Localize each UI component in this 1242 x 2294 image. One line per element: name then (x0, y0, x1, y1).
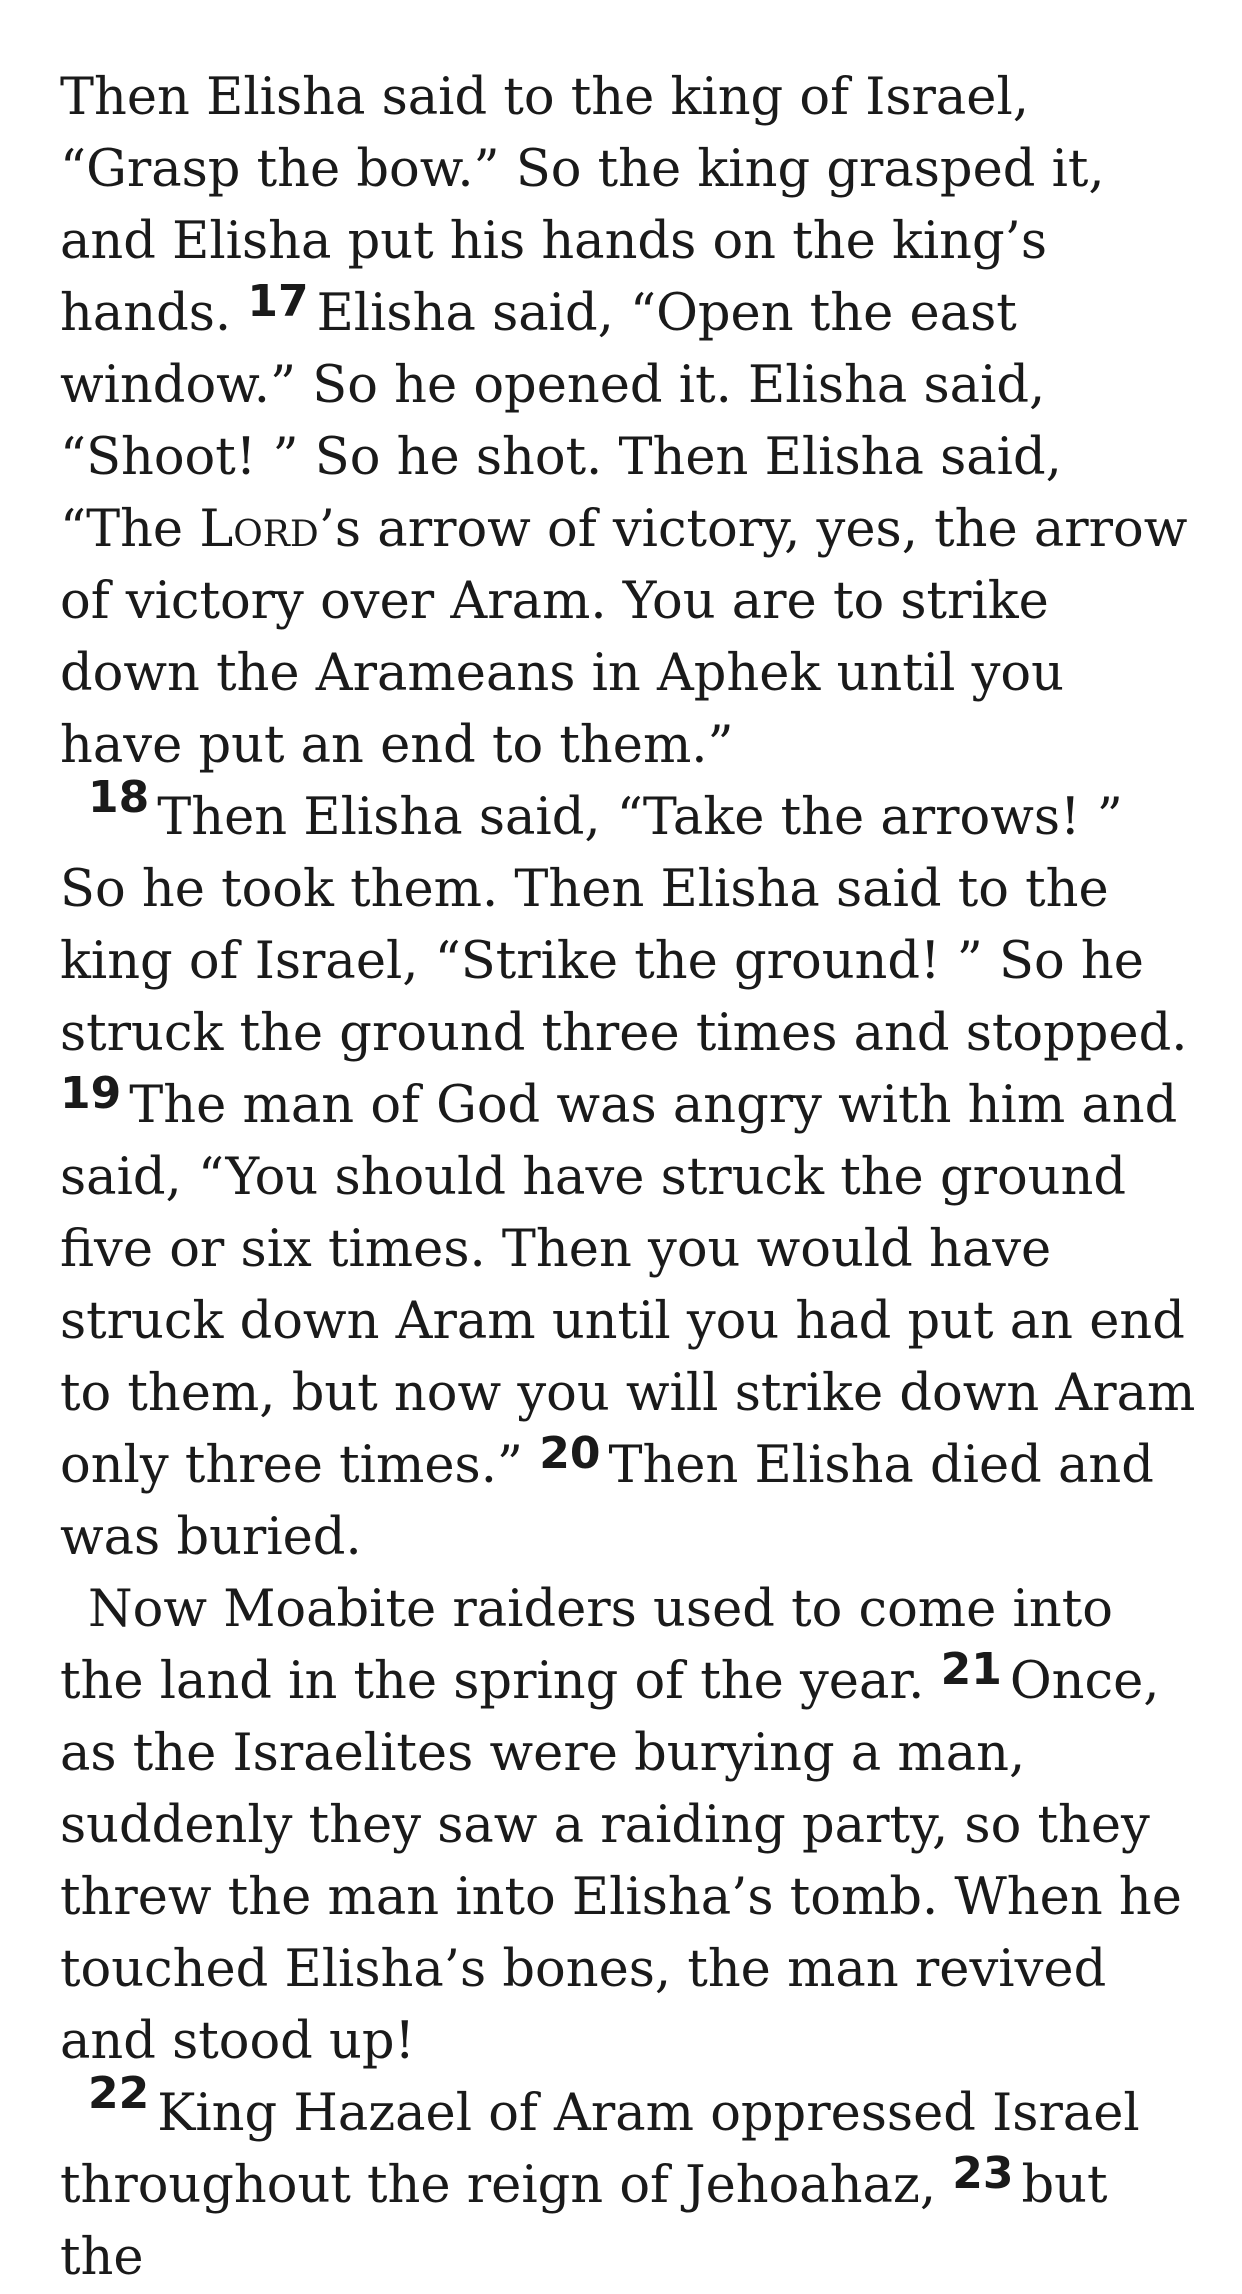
verse-text: ’s arrow of victory, yes, the arrow of victory over Aram. You are to strike down the Arameans in Aphek until you have put an end to them.” (60, 500, 1188, 775)
verse-number-18[interactable]: 18 (88, 772, 150, 823)
verse-number-21[interactable]: 21 (940, 1644, 1002, 1695)
verse-text: King Hazael of Aram oppressed Israel throughout the reign of Jehoahaz, (60, 2084, 1140, 2215)
verse-number-19[interactable]: 19 (60, 1068, 122, 1119)
verse-number-22[interactable]: 22 (88, 2068, 150, 2119)
verse-text: Then Elisha said, “Take the arrows! ” So he took them. Then Elisha said to the king of Israel, “Strike the ground! ” So he struck the ground three times and stopped. (60, 788, 1188, 1063)
verse-number-20[interactable]: 20 (539, 1428, 601, 1479)
verse-text: Then Elisha died and was buried. (60, 1436, 1154, 1567)
verse-number-23[interactable]: 23 (952, 2148, 1014, 2199)
paragraph-1 (60, 62, 1200, 782)
verse-text: Now Moabite raiders used to come into the land in the spring of the year. (60, 1580, 1113, 1711)
verse-text: Elisha said, “Open the east window.” So he opened it. Elisha said, “Shoot! ” So he shot. Then Elisha said, “The (60, 284, 1062, 559)
verse-text: Once, as the Israelites were burying a man, suddenly they saw a raiding party, so they threw the man into Elisha’s tomb. When he touched Elisha’s bones, the man revived and stood up! (60, 1652, 1182, 2071)
divine-name-lord: Lord (199, 500, 319, 559)
verse-text: The man of God was angry with him and said, “You should have struck the ground five or six times. Then you would have struck down Aram until you had put an end to them, but now you will strike down Aram only three times.” (60, 1076, 1196, 1495)
paragraph-3 (60, 1574, 1200, 2078)
verse-text: but the (60, 2156, 1108, 2287)
paragraph-4 (60, 2068, 1200, 2294)
verse-text: Then Elisha said to the king of Israel, “Grasp the bow.” So the king grasped it, and Elisha put his hands on the king’s hands. (60, 68, 1105, 343)
scripture-reader (60, 62, 1200, 2294)
paragraph-2 (60, 772, 1200, 1574)
verse-number-17[interactable]: 17 (247, 276, 309, 327)
